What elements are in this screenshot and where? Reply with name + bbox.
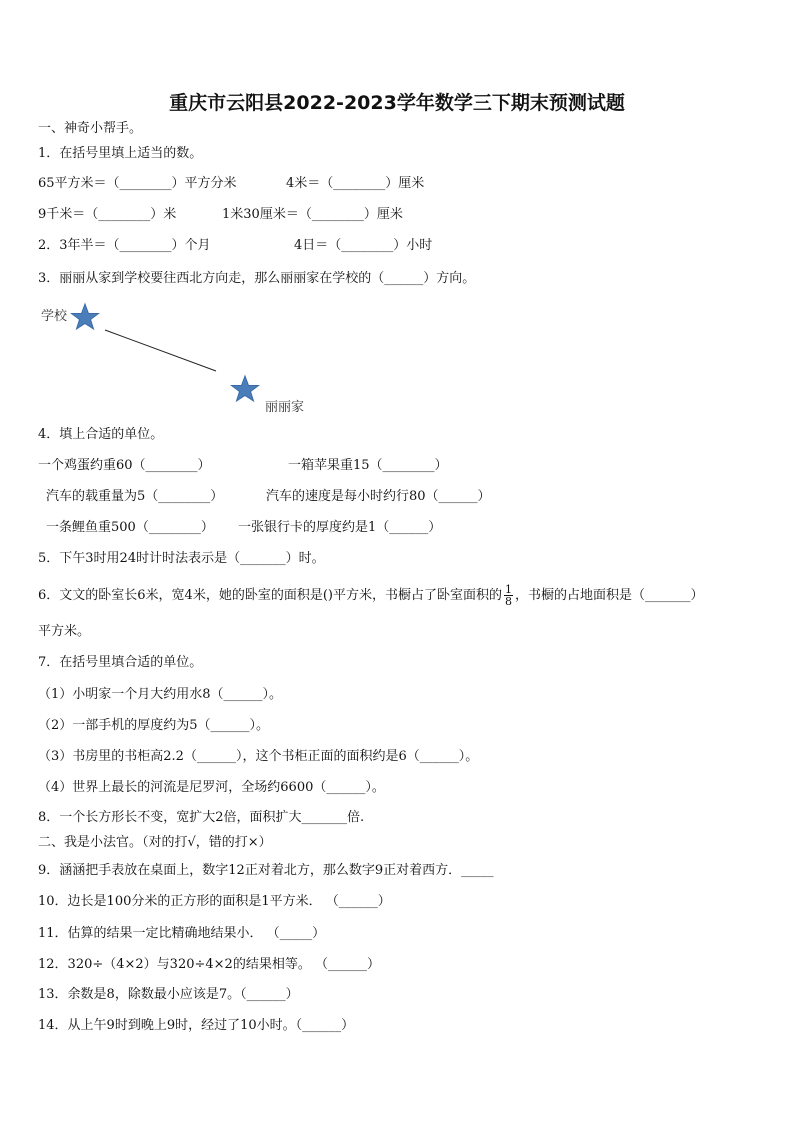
question-4b: 一箱苹果重15（________） [288,458,448,473]
question-12: 12．320÷（4×2）与320÷4×2的结果相等。 （______） [38,957,380,972]
question-2b: 4日＝（________）小时 [294,238,433,253]
question-7a: （1）小明家一个月大约用水8（______）。 [38,687,283,702]
path-line [105,330,216,371]
question-13: 13．余数是8，除数最小应该是7。（______） [38,987,299,1002]
question-9: 9．涵涵把手表放在桌面上，数字12正对着北方，那么数字9正对着西方．_____ [38,863,494,878]
question-11: 11．估算的结果一定比精确地结果小． （_____） [38,926,326,941]
section-heading-1: 一、神奇小帮手。 [38,121,143,136]
page-title: 重庆市云阳县2022-2023学年数学三下期末预测试题 [169,92,625,114]
school-label: 学校 [41,309,68,324]
question-7b: （2）一部手机的厚度约为5（______）。 [38,718,270,733]
fraction-denominator: 8 [504,595,512,608]
question-5: 5．下午3时用24时计时法表示是（_______）时。 [38,551,325,566]
question-6-part2: ，书橱的占地面积是（_______） [514,588,704,603]
question-6-line [38,582,703,610]
question-3-stem: 3．丽丽从家到学校要往西北方向走，那么丽丽家在学校的（______）方向。 [38,271,476,286]
question-1c: 9千米＝（________）米 [38,207,177,222]
question-14: 14．从上午9时到晚上9时，经过了10小时。（______） [38,1018,355,1033]
home-star-icon [232,376,259,401]
question-10: 10．边长是100分米的正方形的面积是1平方米． （______） [38,894,391,909]
question-4e: 一条鲤鱼重500（________） [46,520,214,535]
question-7d: （4）世界上最长的河流是尼罗河，全场约6600（______）。 [38,780,385,795]
section-heading-2: 二、我是小法官。（对的打√，错的打×） [38,835,272,850]
question-4c: 汽车的载重量为5（________） [46,489,224,504]
question-4d: 汽车的速度是每小时约行80（______） [266,489,491,504]
fraction-one-eighth [504,584,513,607]
question-4f: 一张银行卡的厚度约是1（______） [238,520,442,535]
fraction-numerator: 1 [504,583,512,596]
school-star-icon [72,304,99,329]
question-1b: 4米＝（________）厘米 [286,176,425,191]
question-6-part3: 平方米。 [38,624,91,639]
question-4a: 一个鸡蛋约重60（________） [38,458,211,473]
question-1a: 65平方米＝（________）平方分米 [38,176,237,191]
home-label: 丽丽家 [265,400,305,415]
question-7c: （3）书房里的书柜高2.2（______），这个书柜正面的面积约是6（______）。 [38,749,479,764]
question-1-stem: 1．在括号里填上适当的数。 [38,146,203,161]
question-4-stem: 4．填上合适的单位。 [38,427,164,442]
question-1d: 1米30厘米＝（________）厘米 [222,207,403,222]
question-8: 8．一个长方形长不变，宽扩大2倍，面积扩大_______倍. [38,810,365,825]
question-2a: 2．3年半＝（________）个月 [38,238,211,253]
question-7-stem: 7．在括号里填合适的单位。 [38,655,203,670]
question-6-part1: 6．文文的卧室长6米，宽4米，她的卧室的面积是()平方米，书橱占了卧室面积的 [38,588,502,603]
direction-diagram [0,0,794,430]
